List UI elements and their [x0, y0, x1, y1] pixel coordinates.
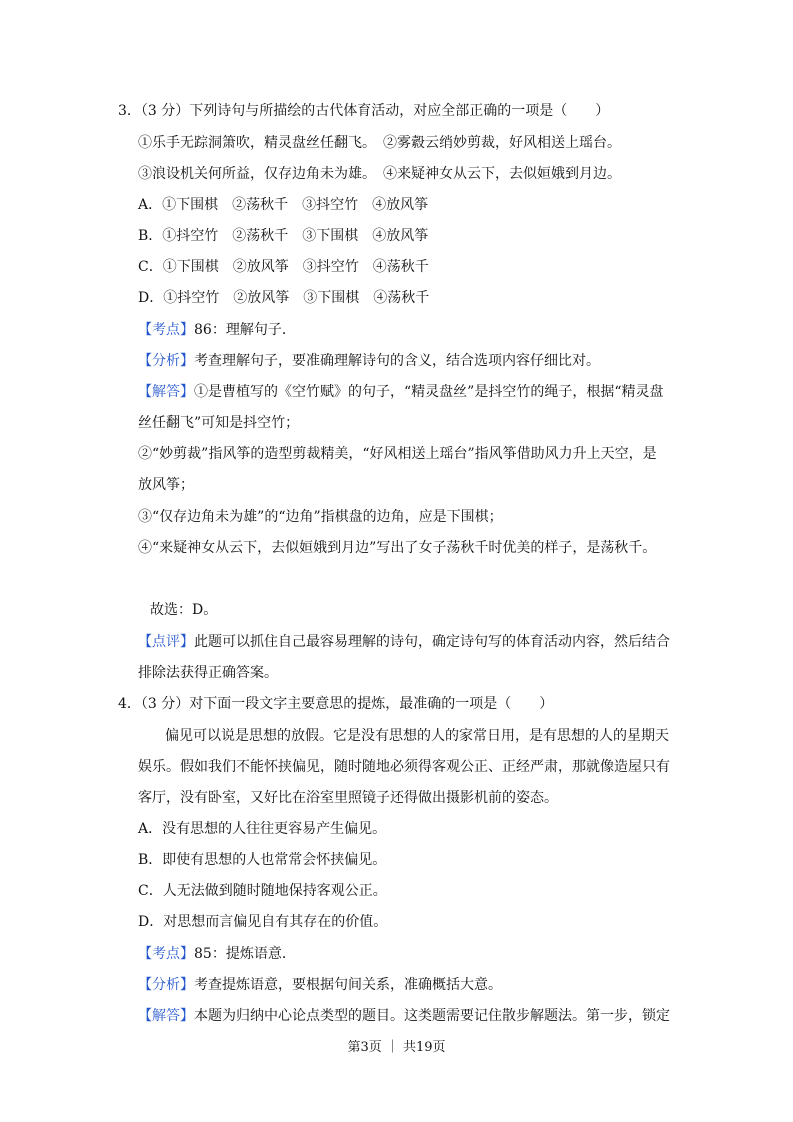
q4-passage-line-3: 客厅，没有卧室，又好比在浴室里照镜子还得做出摄影机前的姿态。: [138, 790, 558, 806]
q3-dianping-line-1: [138, 632, 670, 652]
kaodian-tag: 【考点】: [138, 946, 194, 962]
q4-kaodian: [138, 944, 296, 964]
q3-stem: 3．（3 分）下列诗句与所描绘的古代体育活动，对应全部正确的一项是（ ）: [118, 103, 610, 119]
q4-option-d: D．对思想而言偏见自有其存在的价值。: [138, 914, 388, 930]
q4-jieda-line-1: [138, 1006, 670, 1026]
q3-jieda-line-5: ③“仅存边角未为雄”的“边角”指棋盘的边角，应是下围棋；: [138, 509, 503, 525]
fenxi-text: 考查理解句子，要准确理解诗句的含义，结合选项内容仔细比对。: [194, 353, 600, 369]
q4-option-c: C．人无法做到随时随地保持客观公正。: [138, 883, 387, 899]
q3-option-d: D．①抖空竹 ②放风筝 ③下围棋 ④荡秋千: [138, 290, 430, 306]
q4-passage-line-1: 偏见可以说是思想的放假。它是没有思想的人的家常日用，是有思想的人的星期天: [165, 728, 669, 744]
q3-jieda-line-4: 放风筝；: [138, 477, 194, 493]
kaodian-tag: 【考点】: [138, 322, 194, 338]
jieda-text: 本题为归纳中心论点类型的题目。这类题需要记住散步解题法。第一步，锁定: [194, 1008, 670, 1024]
q4-passage-line-2: 娱乐。假如我们不能怀挟偏见，随时随地必须得客观公正、正经严肃，那就像造屋只有: [138, 759, 670, 775]
jieda-tag: 【解答】: [138, 384, 194, 400]
q3-jieda-line-1: [138, 382, 663, 402]
fenxi-text: 考查提炼语意，要根据句间关系，准确概括大意。: [194, 977, 502, 993]
q4-option-b: B．即使有思想的人也常常会怀挟偏见。: [138, 852, 387, 868]
q3-option-b: B．①抖空竹 ②荡秋千 ③下围棋 ④放风筝: [138, 228, 429, 244]
q3-verse-row-1: ①乐手无踪洞箫吹，精灵盘丝任翻飞。 ②雾縠云绡妙剪裁，好风相送上瑶台。: [138, 135, 621, 151]
kaodian-text: 85：提炼语意．: [194, 946, 296, 962]
q3-option-c: C．①下围棋 ②放风筝 ③抖空竹 ④荡秋千: [138, 259, 429, 275]
q3-answer: 故选：D。: [150, 602, 218, 618]
q4-fenxi: [138, 975, 502, 995]
q3-verse-row-2: ③浪设机关何所益，仅存边角未为雄。 ④来疑神女从云下，去似姮娥到月边。: [138, 166, 621, 182]
q3-dianping-line-2: 排除法获得正确答案。: [138, 665, 278, 681]
q4-stem: 4．（3 分）对下面一段文字主要意思的提炼，最准确的一项是（ ）: [118, 696, 554, 712]
kaodian-text: 86：理解句子．: [194, 322, 296, 338]
dianping-text: 此题可以抓住自己最容易理解的诗句，确定诗句写的体育活动内容，然后结合: [194, 634, 670, 650]
q3-jieda-line-2: 丝任翻飞”可知是抖空竹；: [138, 415, 300, 431]
dianping-tag: 【点评】: [138, 634, 194, 650]
jieda-tag: 【解答】: [138, 1008, 194, 1024]
page-footer: 第3页 ｜ 共19页: [347, 1040, 446, 1055]
fenxi-tag: 【分析】: [138, 977, 194, 993]
jieda-text: ①是曹植写的《空竹赋》的句子，“精灵盘丝”是抖空竹的绳子，根据“精灵盘: [194, 384, 664, 400]
q3-jieda-line-3: ②“妙剪裁”指风筝的造型剪裁精美，“好风相送上瑶台”指风筝借助风力升上天空，是: [138, 446, 657, 462]
q3-fenxi: [138, 351, 600, 371]
q3-jieda-line-6: ④“来疑神女从云下，去似姮娥到月边”写出了女子荡秋千时优美的样子，是荡秋千。: [138, 540, 657, 556]
fenxi-tag: 【分析】: [138, 353, 194, 369]
q4-option-a: A．没有思想的人往往更容易产生偏见。: [138, 821, 387, 837]
q3-kaodian: [138, 320, 296, 340]
q3-option-a: A．①下围棋 ②荡秋千 ③抖空竹 ④放风筝: [138, 197, 429, 213]
